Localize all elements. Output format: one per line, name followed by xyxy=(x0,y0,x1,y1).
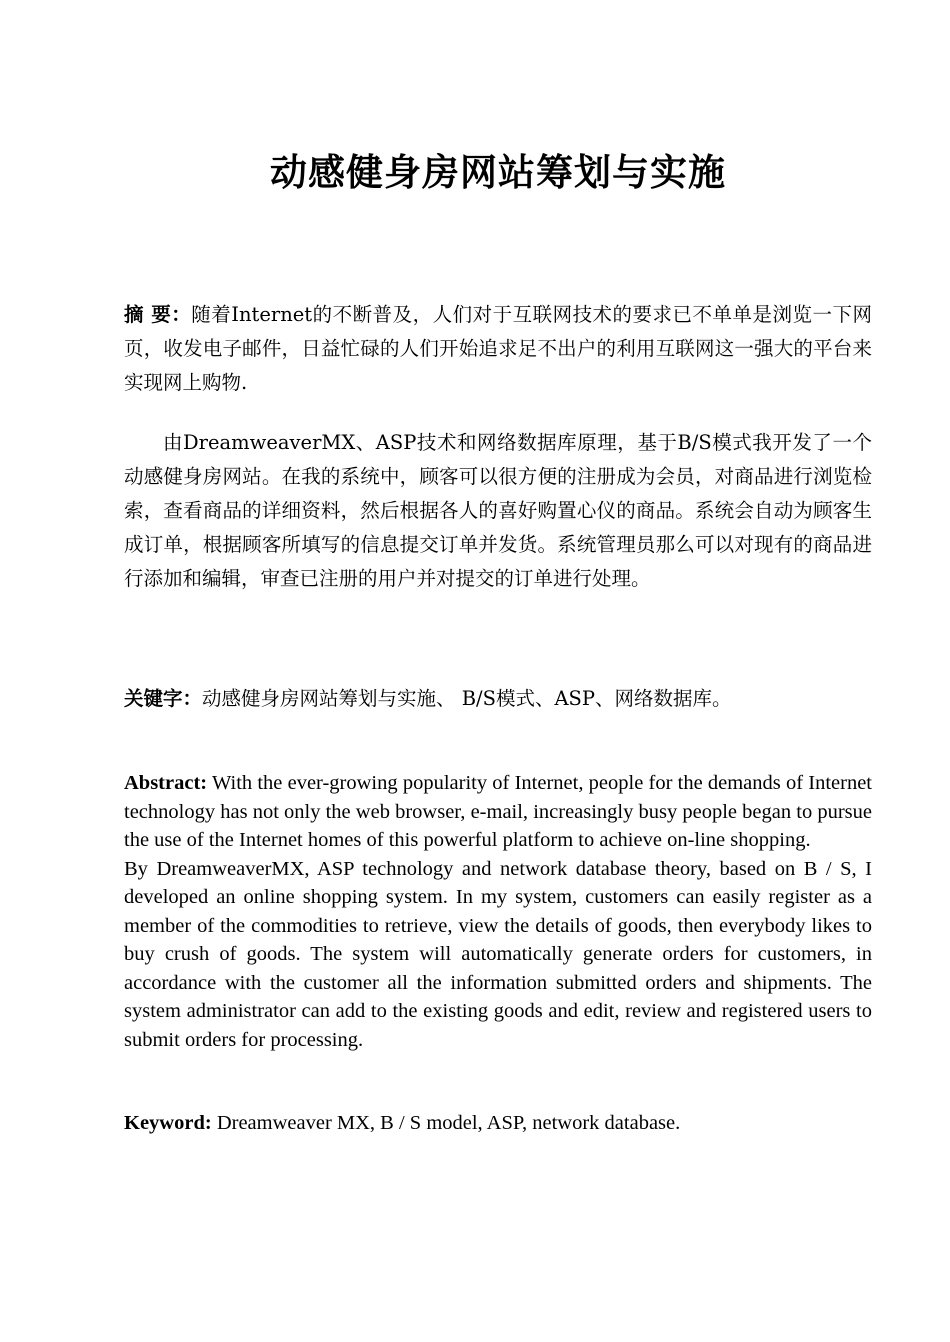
chinese-keywords-label: 关键字： xyxy=(124,687,203,710)
chinese-keywords-text: 动感健身房网站筹划与实施、 B/S模式、ASP、网络数据库。 xyxy=(202,687,732,710)
chinese-abstract-text: 随着Internet的不断普及，人们对于互联网技术的要求已不单单是浏览一下网页，收发电子邮件，日益忙碌的人们开始追求足不出户的利用互联网这一强大的平台来实现网上购物. xyxy=(124,303,872,394)
english-abstract-label: Abstract: xyxy=(124,772,208,794)
chinese-keywords xyxy=(124,682,872,716)
english-abstract-paragraph-2: By DreamweaverMX, ASP technology and network database theory, based on B / S, I developed an online shopping system. In my system, customers can easily register as a member of the commodities to retrieve, view the details of goods, then everybody likes to buy crush of goods. The system will automatically generate orders for customers, in accordance with the customer all the information submitted orders and shipments. The system administrator can add to the existing goods and edit, review and registered users to submit orders for processing. xyxy=(124,857,872,1051)
english-abstract-paragraph-1 xyxy=(124,769,872,855)
document-title: 动感健身房网站筹划与实施 xyxy=(270,151,726,194)
chinese-abstract-label: 摘 要： xyxy=(124,303,192,326)
english-keywords-label: Keyword: xyxy=(124,1112,212,1134)
chinese-abstract-paragraph-2: 由DreamweaverMX、ASP技术和网络数据库原理，基于B/S模式我开发了一个动感健身房网站。在我的系统中，顾客可以很方便的注册成为会员，对商品进行浏览检索，查看商品的详细资料，然后根据各人的喜好购置心仪的商品。系统会自动为顾客生成订单，根据顾客所填写的信息提交订单并发货。系统管理员那么可以对现有的商品进行添加和编辑，审查已注册的用户并对提交的订单进行处理。 xyxy=(124,431,872,590)
chinese-abstract xyxy=(124,298,872,400)
english-abstract xyxy=(124,769,872,1054)
english-abstract-text: With the ever-growing popularity of Internet, people for the demands of Internet technology has not only the web browser, e-mail, increasingly busy people began to pursue the use of the Internet homes of this powerful platform to achieve on-line shopping. xyxy=(124,772,872,851)
english-keywords xyxy=(124,1109,872,1138)
english-keywords-text: Dreamweaver MX, B / S model, ASP, network database. xyxy=(216,1112,681,1134)
